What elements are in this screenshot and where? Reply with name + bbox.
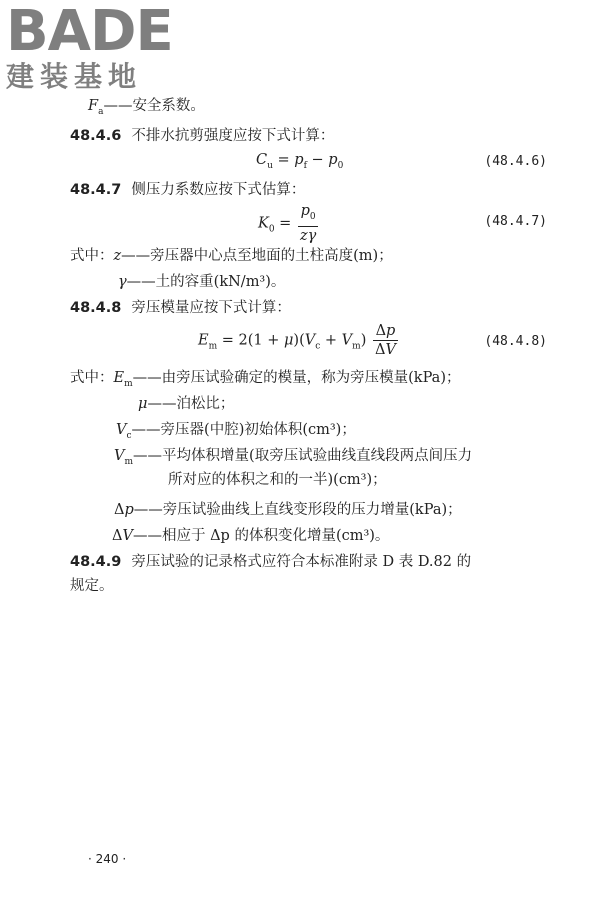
where-z: 式中：z——旁压器中心点至地面的土柱高度(m)；: [70, 248, 393, 264]
section-number: 48.4.8: [70, 300, 122, 316]
section-48-4-7: [70, 180, 305, 200]
section-number: 48.4.6: [70, 128, 122, 144]
em-definition: ——由旁压试验确定的模量，称为旁压模量(kPa)；: [132, 370, 461, 386]
section-text: 旁压试验的记录格式应符合本标准附录 D 表 D.82 的: [131, 554, 472, 570]
fa-definition: $F_a——$安全系数。: [88, 98, 205, 117]
section-text: 不排水抗剪强度应按下式计算：: [131, 128, 335, 144]
where-vm-cont: [168, 470, 387, 490]
page-number: · 240 ·: [88, 852, 127, 866]
where-lead: 式中：: [70, 248, 114, 264]
logo: [6, 0, 173, 93]
vc-definition: ——旁压器(中腔)初始体积(cm³)；: [131, 422, 356, 438]
equation-48-4-7: $K_0$ = $\frac{p_0}{z\gamma}$: [258, 203, 317, 244]
section-48-4-6: [70, 126, 334, 146]
where-vm: $V_m——$平均体积增量(取旁压试验曲线直线段两点间压力: [114, 448, 473, 467]
section-number: 48.4.9: [70, 554, 122, 570]
gamma-definition: ——土的容重(kN/m³)。: [126, 274, 286, 290]
equation-number-48-4-6: (48.4.6): [484, 154, 547, 169]
section-48-4-9: [70, 552, 471, 572]
where-dp: Δp——旁压试验曲线上直线变形段的压力增量(kPa)；: [114, 502, 462, 518]
section-text: 旁压模量应按下式计算：: [131, 300, 291, 316]
logo-sub-text: 建装基地: [6, 60, 143, 93]
equation-number-48-4-7: (48.4.7): [484, 214, 547, 229]
equation-number-48-4-8: (48.4.8): [484, 334, 547, 349]
vm-definition-line1: ——平均体积增量(取旁压试验曲线直线段两点间压力: [133, 448, 473, 464]
where-em: 式中：$E_m——$由旁压试验确定的模量，称为旁压模量(kPa)；: [70, 370, 461, 389]
section-48-4-9-cont: [70, 576, 114, 596]
where-dv: ΔV——相应于 Δp 的体积变化增量(cm³)。: [112, 528, 390, 544]
where-gamma: γ——土的容重(kN/m³)。: [118, 274, 286, 290]
where-lead: 式中：: [70, 370, 114, 386]
vm-definition-line2: 所对应的体积之和的一半)(cm³)；: [168, 472, 387, 488]
section-text: 侧压力系数应按下式估算：: [131, 182, 306, 198]
mu-definition: ——泊松比；: [147, 396, 235, 412]
dv-definition: ——相应于 Δp 的体积变化增量(cm³)。: [132, 528, 390, 544]
fa-definition-text: ——安全系数。: [103, 98, 205, 114]
where-mu: μ——泊松比；: [138, 396, 235, 412]
where-vc: $V_c——$旁压器(中腔)初始体积(cm³)；: [116, 422, 356, 441]
equation-48-4-6: $C_u = p_f - p_0$: [256, 152, 344, 171]
dp-definition: ——旁压试验曲线上直线变形段的压力增量(kPa)；: [133, 502, 462, 518]
z-definition: ——旁压器中心点至地面的土柱高度(m)；: [121, 248, 393, 264]
section-number: 48.4.7: [70, 182, 122, 198]
logo-main-text: BADE: [6, 0, 173, 64]
section-48-4-8: [70, 298, 291, 318]
equation-48-4-8: $E_m = 2(1 + \mu)(V_c + V_m)$ $\frac{\Delta p}{\Delta V}$: [198, 323, 396, 358]
section-text-cont: 规定。: [70, 578, 114, 594]
